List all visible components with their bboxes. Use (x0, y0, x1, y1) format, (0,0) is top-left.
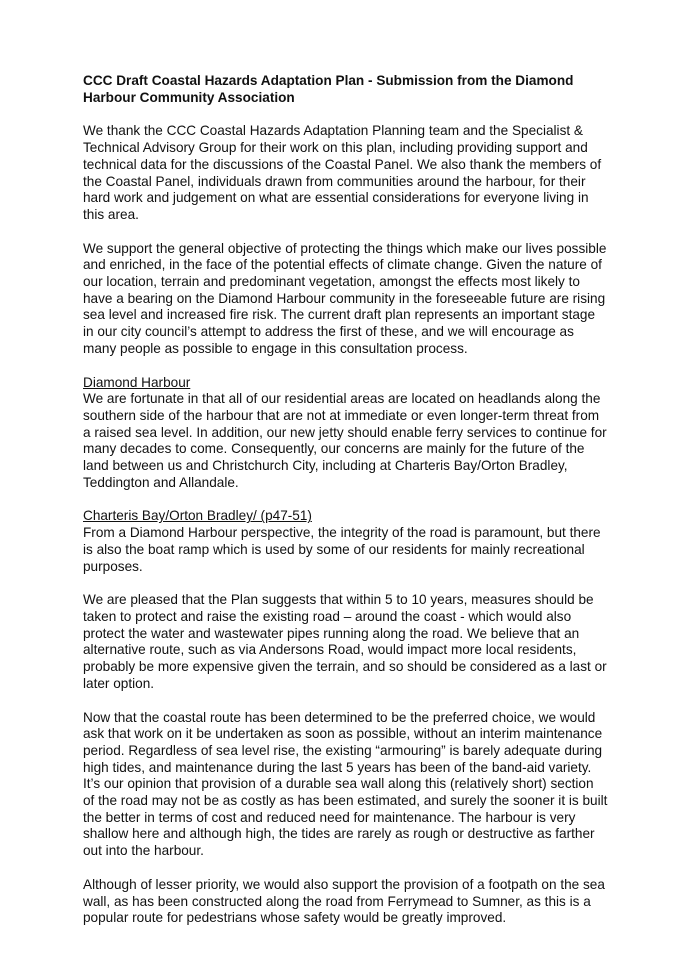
intro-paragraph-thanks: We thank the CCC Coastal Hazards Adaptation Planning team and the Specialist & Technical Advisory Group for their work on this plan, including providing support and technical data for the discussions of the Coastal Panel. We also thank the members of the Coastal Panel, individuals drawn from communities around the harbour, for their hard work and judgement on what are essential considerations for everyone living in this area. (83, 123, 602, 222)
section-paragraph: We are pleased that the Plan suggests that within 5 to 10 years, measures should be taken to protect and raise the existing road – around the coast - which would also protect the water and wastewater pipes running along the road. We believe that an alternative route, such as via Andersons Road, would impact more local residents, probably be more expensive given the terrain, and so should be considered as a last or later option. (83, 592, 607, 691)
section-diamond-harbour (83, 375, 608, 492)
section-paragraph: Now that the coastal route has been determined to be the preferred choice, we would ask that work on it be undertaken as soon as possible, without an interim maintenance period. Regardless of sea level rise, the existing “armouring” is barely adequate during high tides, and maintenance during the last 5 years has been of the band-aid variety. It’s our opinion that provision of a durable sea wall along this (relatively short) section of the road may not be as costly as has been estimated, and surely the sooner it is built the better in terms of cost and reduced need for maintenance. The harbour is very shallow here and although high, the tides are rarely as rough or destructive as farther out into the harbour. (83, 709, 608, 859)
section-paragraph: From a Diamond Harbour perspective, the integrity of the road is paramount, but there is also the boat ramp which is used by some of our residents for mainly recreational purposes. (83, 525, 601, 574)
section-paragraph: Although of lesser priority, we would also support the provision of a footpath on the sea wall, as has been constructed along the road from Ferrymead to Sumner, as this is a popular route for pedestrians whose safety would be greatly improved. (83, 876, 605, 926)
section-heading-diamond-harbour: Diamond Harbour (83, 374, 191, 390)
document-page (83, 73, 608, 944)
intro-paragraph-support: We support the general objective of protecting the things which make our lives possible and enriched, in the face of the potential effects of climate change. Given the nature of our location, terrain and predominant vegetation, amongst the effects most likely to have a bearing on the Diamond Harbour community in the foreseeable future are rising sea level and increased fire risk. The current draft plan represents an important stage in our city council’s attempt to address the first of these, and we will encourage as many people as possible to engage in this consultation process. (83, 240, 607, 356)
document-title: CCC Draft Coastal Hazards Adaptation Plan - Submission from the Diamond Harbour Community Association (83, 73, 574, 105)
section-paragraph: We are fortunate in that all of our residential areas are located on headlands along the southern side of the harbour that are not at immediate or even longer-term threat from a raised sea level. In addition, our new jetty should enable ferry services to continue for many decades to come. Consequently, our concerns are mainly for the future of the land between us and Christchurch City, including at Charteris Bay/Orton Bradley, Teddington and Allandale. (83, 391, 607, 490)
section-charteris-bay (83, 508, 608, 926)
section-heading-charteris-bay: Charteris Bay/Orton Bradley/ (p47-51) (83, 508, 312, 524)
